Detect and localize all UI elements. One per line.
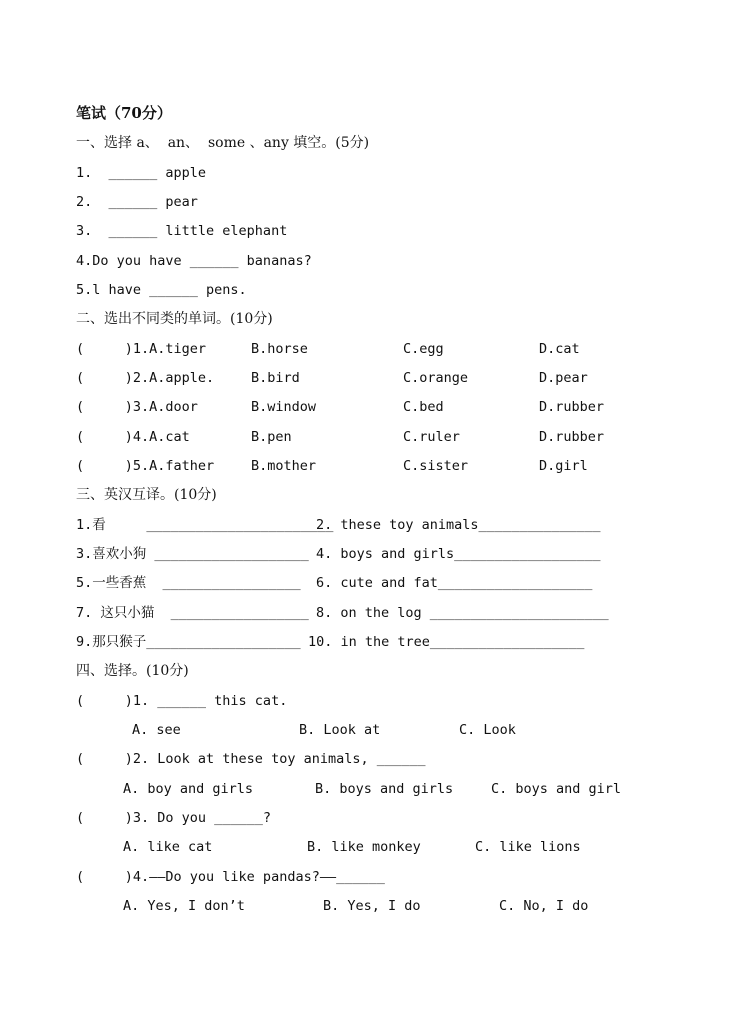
page-title: 笔试（70分） xyxy=(76,104,172,122)
s1-item: 3. ______ little elephant xyxy=(76,223,288,239)
s4-option-c: C. boys and girl xyxy=(491,781,622,797)
s4-option-b: B. like monkey xyxy=(307,839,421,855)
s3-left: 7. 这只小猫 _________________ xyxy=(76,605,309,621)
s3-left: 9.那只猴子___________________ xyxy=(76,634,301,650)
s4-question: ( )2. Look at these toy animals, ______ xyxy=(76,751,426,767)
s2-option-b: B.bird xyxy=(251,370,300,386)
s2-option-b: B.horse xyxy=(251,341,308,357)
s4-option-a: A. Yes, I don’t xyxy=(123,898,245,914)
s4-option-b: B. Look at xyxy=(299,722,381,738)
s3-left: 5.一些香蕉 _________________ xyxy=(76,575,301,591)
s2-option-a: ( )3.A.door xyxy=(76,399,198,415)
s2-option-c: C.bed xyxy=(403,399,444,415)
s2-option-d: D.rubber xyxy=(539,429,605,445)
s3-right: 6. cute and fat___________________ xyxy=(316,575,593,591)
s1-item: 2. ______ pear xyxy=(76,194,198,210)
s4-option-c: C. like lions xyxy=(475,839,581,855)
s2-option-b: B.mother xyxy=(251,458,317,474)
s1-item: 5.l have ______ pens. xyxy=(76,282,247,298)
s2-option-b: B.window xyxy=(251,399,317,415)
s1-item: 1. ______ apple xyxy=(76,165,207,181)
s3-right: 10. in the tree___________________ xyxy=(308,634,585,650)
s4-option-a: A. like cat xyxy=(123,839,213,855)
s2-option-d: D.cat xyxy=(539,341,580,357)
s4-option-b: B. Yes, I do xyxy=(323,898,421,914)
section-1-heading: 一、选择 a、 an、 some 、any 填空。(5分) xyxy=(76,135,370,151)
s2-option-a: ( )2.A.apple. xyxy=(76,370,215,386)
section-2-heading: 二、选出不同类的单词。(10分) xyxy=(76,311,273,327)
s2-option-d: D.pear xyxy=(539,370,588,386)
section-4-heading: 四、选择。(10分) xyxy=(76,663,189,679)
s1-item: 4.Do you have ______ bananas? xyxy=(76,253,312,269)
s2-option-c: C.orange xyxy=(403,370,469,386)
s2-option-b: B.pen xyxy=(251,429,292,445)
s4-question: ( )4.——Do you like pandas?——______ xyxy=(76,869,385,885)
section-3-heading: 三、英汉互译。(10分) xyxy=(76,487,217,503)
s2-option-a: ( )5.A.father xyxy=(76,458,215,474)
s4-option-c: C. Look xyxy=(459,722,516,738)
s2-option-d: D.girl xyxy=(539,458,588,474)
s2-option-c: C.egg xyxy=(403,341,444,357)
s4-option-a: A. see xyxy=(132,722,181,738)
s3-right: 2. these toy animals_______________ xyxy=(316,517,601,533)
s4-option-c: C. No, I do xyxy=(499,898,589,914)
s2-option-a: ( )4.A.cat xyxy=(76,429,190,445)
s3-right: 4. boys and girls__________________ xyxy=(316,546,601,562)
s3-left: 1.看 _______________________ xyxy=(76,517,334,533)
s4-option-b: B. boys and girls xyxy=(315,781,454,797)
s4-option-a: A. boy and girls xyxy=(123,781,254,797)
s3-right: 8. on the log ______________________ xyxy=(316,605,609,621)
s2-option-d: D.rubber xyxy=(539,399,605,415)
s2-option-c: C.ruler xyxy=(403,429,460,445)
s4-question: ( )3. Do you ______? xyxy=(76,810,272,826)
s4-question: ( )1. ______ this cat. xyxy=(76,693,288,709)
s2-option-a: ( )1.A.tiger xyxy=(76,341,207,357)
s2-option-c: C.sister xyxy=(403,458,469,474)
s3-left: 3.喜欢小狗 ___________________ xyxy=(76,546,309,562)
